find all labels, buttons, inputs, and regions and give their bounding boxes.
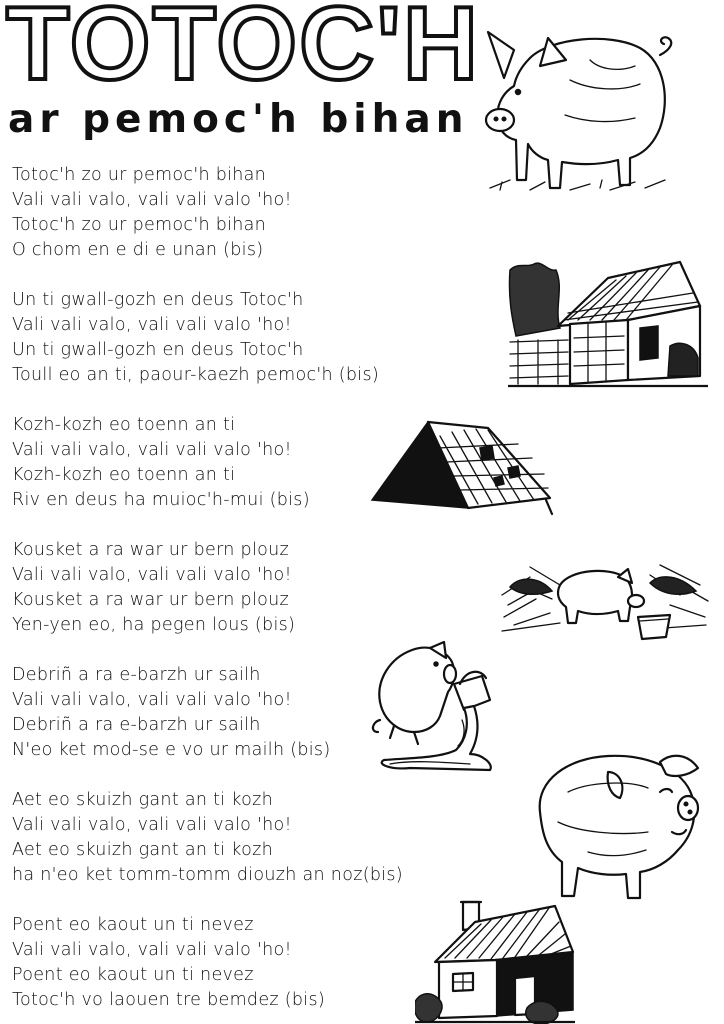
verse-line: Toull eo an ti, paour-kaezh pemoc'h (bis) (12, 365, 379, 385)
verse-line: Riv en deus ha muioc'h-mui (bis) (12, 490, 310, 510)
verse-line: Totoc'h zo ur pemoc'h bihan (12, 165, 267, 185)
verse-6 (12, 788, 492, 888)
broken-roof-icon (368, 418, 556, 516)
verse-line: Vali vali valo, vali vali valo 'ho! (12, 190, 292, 210)
verse-line: Aet eo skuizh gant an ti kozh (12, 840, 273, 860)
page-subtitle: ar pemoc'h bihan (8, 97, 469, 142)
pig-eating-from-bucket-icon (370, 640, 498, 775)
new-house-icon (415, 898, 575, 1024)
page-title: TOTOC'H (6, 0, 481, 102)
verse-line: Vali vali valo, vali vali valo 'ho! (12, 565, 292, 585)
verse-2 (12, 288, 492, 388)
verse-line: Kozh-kozh eo toenn an ti (12, 415, 236, 435)
verse-line: Vali vali valo, vali vali valo 'ho! (12, 440, 292, 460)
verse-line: Kousket a ra war ur bern plouz (12, 540, 290, 560)
verse-line: Yen-yen eo, ha pegen lous (bis) (12, 615, 296, 635)
verse-line: Aet eo skuizh gant an ti kozh (12, 790, 273, 810)
standing-pig-icon (470, 20, 680, 195)
verse-line: Poent eo kaout un ti nevez (12, 965, 254, 985)
pig-on-straw-icon (500, 555, 710, 645)
verse-line: O chom en e di e unan (bis) (12, 240, 264, 260)
verse-line: Totoc'h vo laouen tre bemdez (bis) (12, 990, 325, 1010)
fat-pig-icon (528, 752, 710, 904)
verse-line: N'eo ket mod-se e vo ur mailh (bis) (12, 740, 331, 760)
verse-1 (12, 163, 492, 263)
verse-4 (12, 538, 492, 638)
verse-line: Vali vali valo, vali vali valo 'ho! (12, 315, 292, 335)
old-cottage-icon (508, 258, 708, 393)
verse-line: Debriñ a ra e-barzh ur sailh (12, 665, 261, 685)
verse-line: Vali vali valo, vali vali valo 'ho! (12, 815, 292, 835)
verse-line: ha n'eo ket tomm-tomm diouzh an noz(bis) (12, 865, 403, 885)
verse-line: Un ti gwall-gozh en deus Totoc'h (12, 290, 304, 310)
verse-line: Kozh-kozh eo toenn an ti (12, 465, 236, 485)
verse-line: Totoc'h zo ur pemoc'h bihan (12, 215, 267, 235)
verse-line: Un ti gwall-gozh en deus Totoc'h (12, 340, 304, 360)
verse-line: Vali vali valo, vali vali valo 'ho! (12, 940, 292, 960)
verse-line: Vali vali valo, vali vali valo 'ho! (12, 690, 292, 710)
verse-line: Poent eo kaout un ti nevez (12, 915, 254, 935)
verse-line: Debriñ a ra e-barzh ur sailh (12, 715, 261, 735)
verse-line: Kousket a ra war ur bern plouz (12, 590, 290, 610)
